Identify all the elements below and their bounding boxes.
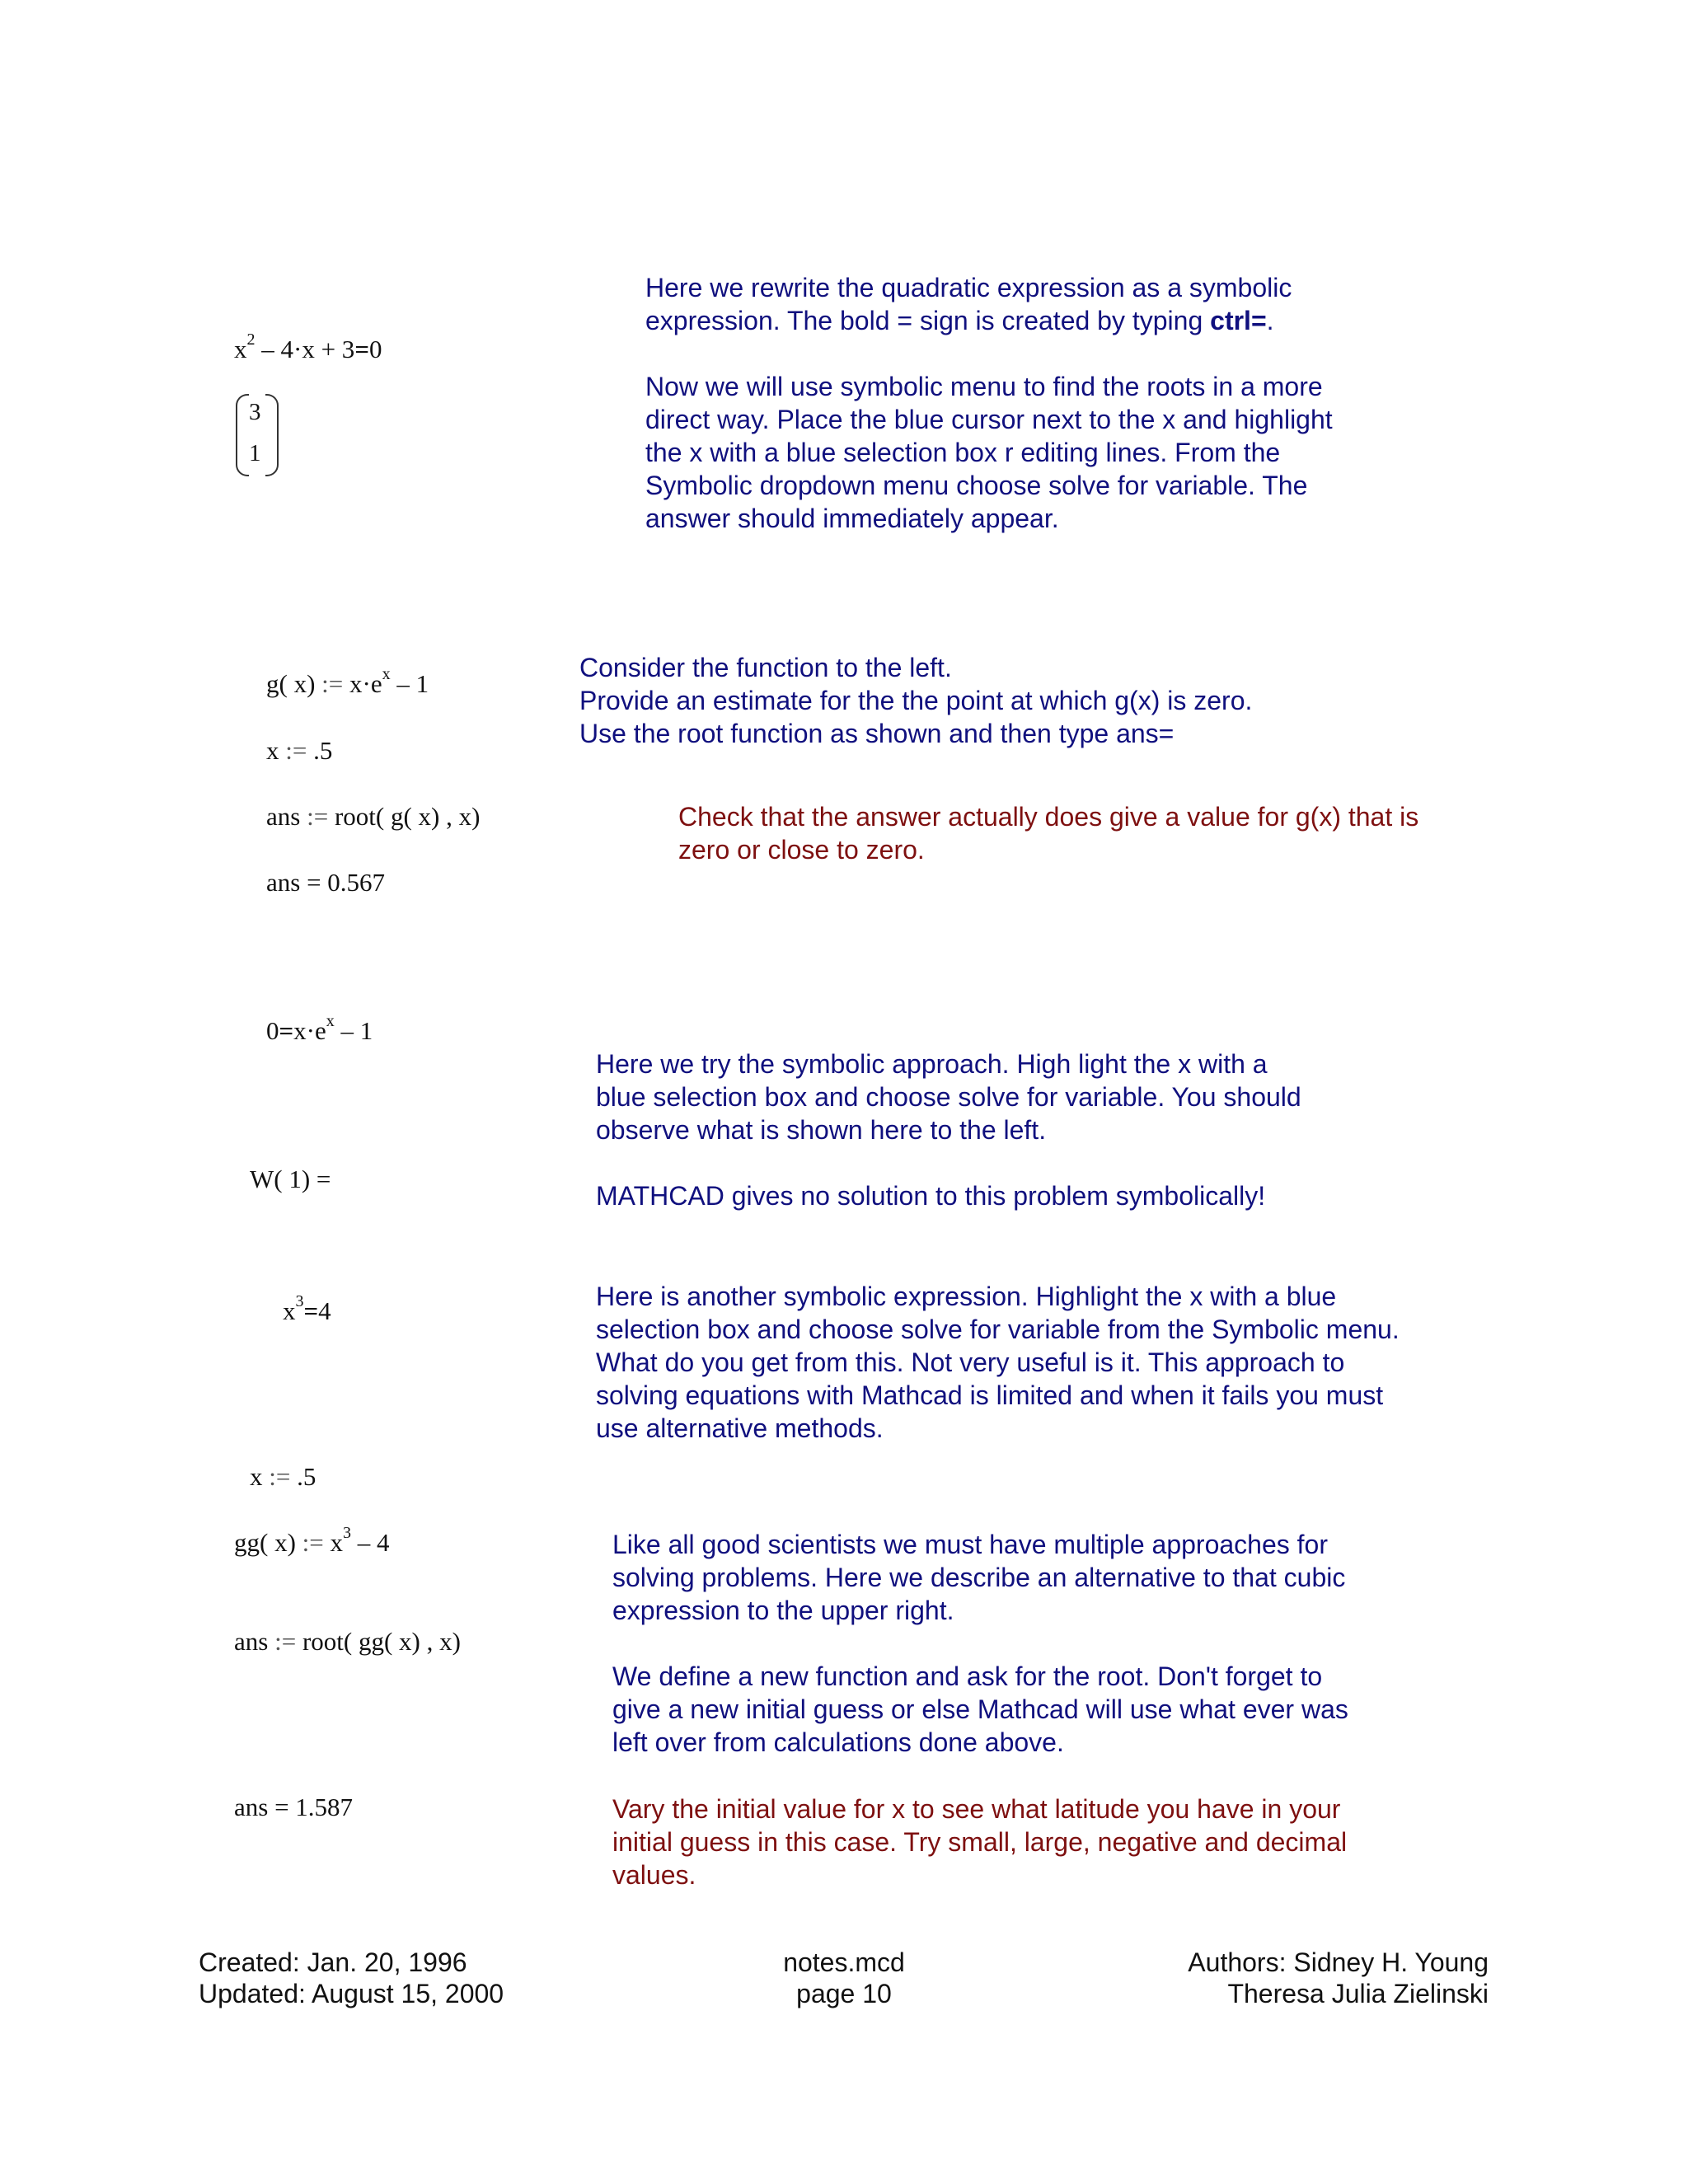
note-line: direct way. Place the blue cursor next to the x and highlight [645,405,1333,434]
ctrl-equals-bold: ctrl= [1210,306,1267,335]
assign-operator: := [269,1462,291,1491]
quadratic-rhs: 0 [368,335,382,363]
note-line: Vary the initial value for x to see what latitude you have in your [612,1794,1341,1824]
cubic-rhs: 4 [318,1296,331,1325]
quadratic-bold-equals: = [354,335,369,363]
gg-function-definition[interactable] [234,1524,390,1558]
cubic-equation[interactable] [283,1292,331,1326]
note-line: answer should immediately appear. [645,504,1059,533]
lambert-w-result[interactable]: W( 1) = [250,1165,331,1193]
footer-authors [1076,1947,1489,2009]
note-line: initial guess in this case. Try small, large, negative and decimal [612,1827,1348,1857]
vector-top: 3 [249,399,261,425]
note-line [645,304,1333,337]
note-line: Check that the answer actually does give a value for g(x) that is [678,802,1419,832]
quadratic-equation[interactable] [234,330,382,364]
ans-rhs: root( g( x) , x) [328,802,481,831]
authors-line: Theresa Julia Zielinski [1227,1979,1489,2008]
x-rhs: .5 [290,1462,316,1491]
roots-vector[interactable] [234,394,284,476]
g-function-definition[interactable] [266,665,429,699]
gg-tail: – 4 [351,1528,390,1557]
quadratic-exponent: 2 [246,330,256,349]
note-text: . [1266,306,1274,335]
eq-tail: – 1 [334,1016,373,1045]
cubic-base: x [283,1296,296,1325]
note-line: Here we try the symbolic approach. High light the x with a [596,1049,1268,1079]
file-name: notes.mcd [783,1947,905,1977]
note-line: What do you get from this. Not very useful is it. This approach to [596,1347,1345,1377]
page-number: page 10 [796,1979,892,2008]
note-line: solving equations with Mathcad is limited and when it fails you must [596,1380,1384,1410]
x-lhs: x [266,736,286,765]
vector-bottom: 1 [249,440,261,466]
right-paren [265,394,279,476]
ans-lhs: ans [266,802,307,831]
note-line: Consider the function to the left. [579,653,952,682]
note-line: Use the root function as shown and then type ans= [579,719,1175,748]
symbolic-equation[interactable] [266,1012,373,1046]
ans-root-definition[interactable] [266,802,480,832]
assign-operator: := [274,1627,297,1656]
note-line: Here we rewrite the quadratic expression as a symbolic [645,273,1292,302]
assign-operator: := [307,802,329,831]
quadratic-base: x [234,335,247,363]
note-line: values. [612,1860,696,1890]
quadratic-rest: – 4·x + 3 [255,335,355,363]
ans-result[interactable]: ans = 0.567 [266,868,386,897]
ans-lhs: ans [234,1627,275,1656]
assign-operator: := [285,736,307,765]
cubic-exponent: 3 [295,1292,304,1310]
note-line: left over from calculations done above. [612,1727,1064,1757]
quadratic-note [645,271,1333,535]
gg-exponent: 3 [343,1524,352,1542]
left-paren [236,394,249,476]
created-date: Created: Jan. 20, 1996 [199,1947,467,1977]
eq-rhs: x·e [293,1016,326,1045]
footer-dates [199,1947,504,2009]
note-line: We define a new function and ask for the root. Don't forget to [612,1661,1323,1691]
note-line: Here is another symbolic expression. Highlight the x with a blue [596,1282,1337,1311]
x-guess-definition[interactable] [266,736,332,766]
note-line: expression to the upper right. [612,1596,954,1625]
note-line: solving problems. Here we describe an alternative to that cubic [612,1563,1346,1592]
note-line: selection box and choose solve for variable from the Symbolic menu. [596,1315,1400,1344]
note-line: use alternative methods. [596,1413,884,1443]
note-line: observe what is shown here to the left. [596,1115,1047,1145]
bold-equals: = [303,1296,319,1325]
note-line: Symbolic dropdown menu choose solve for variable. The [645,471,1308,500]
root-note [579,651,1252,750]
g-lhs: g( x) [266,669,322,698]
bold-equals: = [279,1016,294,1045]
ans-root-definition-2[interactable] [234,1627,461,1657]
x-rhs: .5 [307,736,333,765]
check-note [678,800,1418,866]
gg-rhs: x [323,1528,344,1557]
note-line: blue selection box and choose solve for variable. You should [596,1082,1301,1112]
gg-lhs: gg( x) [234,1528,302,1557]
vary-note [612,1793,1347,1891]
note-line: Now we will use symbolic menu to find the roots in a more [645,372,1323,401]
note-line: zero or close to zero. [678,835,925,865]
cubic-note [596,1280,1400,1445]
updated-date: Updated: August 15, 2000 [199,1979,504,2008]
note-line: MATHCAD gives no solution to this problem symbolically! [596,1181,1266,1211]
assign-operator: := [302,1528,324,1557]
ans-result-2[interactable]: ans = 1.587 [234,1793,354,1821]
x-lhs: x [250,1462,270,1491]
assign-operator: := [321,669,344,698]
note-text: expression. The bold = sign is created by typing [645,306,1211,335]
footer-file [679,1947,1009,2009]
alternative-note [612,1528,1348,1759]
note-line: Like all good scientists we must have multiple approaches for [612,1530,1328,1559]
g-exponent: x [382,665,391,683]
eq-lhs: 0 [266,1016,279,1045]
symbolic-note [596,1047,1301,1212]
g-rhs: x·e [343,669,382,698]
x-guess-definition-2[interactable] [250,1462,316,1492]
note-line: the x with a blue selection box r editing lines. From the [645,438,1281,467]
note-line: Provide an estimate for the the point at which g(x) is zero. [579,686,1253,715]
g-tail: – 1 [390,669,429,698]
ans-rhs: root( gg( x) , x) [296,1627,461,1656]
authors-line: Authors: Sidney H. Young [1188,1947,1489,1977]
eq-exponent: x [326,1012,335,1030]
note-line: give a new initial guess or else Mathcad will use what ever was [612,1694,1348,1724]
